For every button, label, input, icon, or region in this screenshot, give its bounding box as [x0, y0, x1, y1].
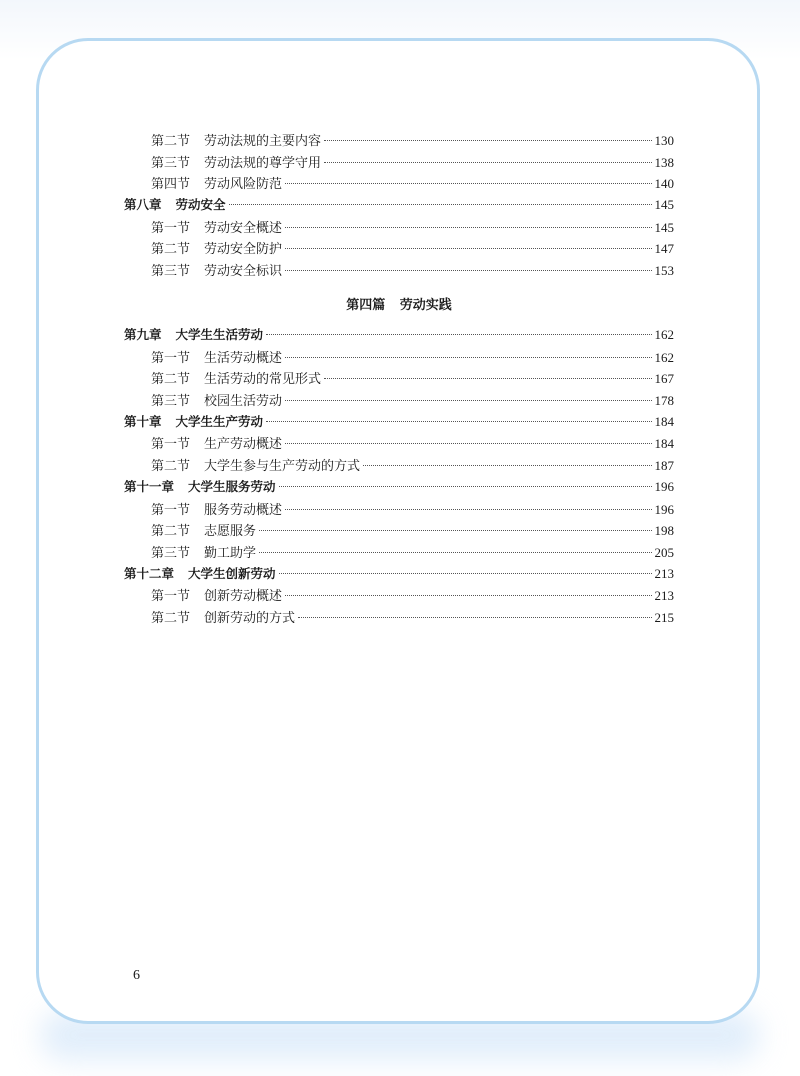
toc-section-row[interactable]: [124, 173, 674, 195]
toc-chapter-row[interactable]: [124, 325, 674, 347]
toc-entry-page: 184: [654, 436, 674, 452]
part-heading: 第四篇 劳动实践: [346, 298, 452, 313]
toc-dot-leader: [266, 421, 651, 422]
toc-entry-page: 145: [654, 197, 674, 213]
toc-entry-title: 服务劳动概述: [204, 502, 283, 518]
toc-chapter-row[interactable]: [124, 195, 674, 217]
toc-dot-leader: [363, 465, 651, 466]
toc-dot-leader: [285, 595, 651, 596]
toc-entry-title: 志愿服务: [204, 524, 257, 540]
toc-entry-page: 178: [654, 393, 674, 409]
toc-entry-number: 第三节: [151, 545, 191, 561]
toc-entry-page: 140: [654, 176, 674, 192]
toc-entry-number: 第四节: [151, 177, 191, 193]
toc-entry-page: 167: [654, 371, 674, 387]
toc-dot-leader: [279, 486, 652, 487]
toc-entry-page: 184: [654, 413, 674, 429]
toc-entry-number: 第十章: [124, 413, 162, 429]
toc-dot-leader: [285, 443, 651, 444]
toc-entry-page: 162: [654, 349, 674, 365]
toc-entry-page: 213: [654, 565, 674, 581]
toc-entry-title: 创新劳动的方式: [204, 610, 296, 626]
toc-entry-number: 第九章: [124, 327, 162, 342]
toc-section-row[interactable]: [124, 130, 674, 152]
toc-dot-leader: [279, 573, 652, 574]
toc-entry-page: 213: [654, 588, 674, 604]
table-of-contents-bottom: [124, 325, 674, 629]
toc-entry-number: 第一节: [151, 350, 191, 366]
toc-section-row[interactable]: [124, 368, 674, 390]
toc-dot-leader: [285, 400, 651, 401]
toc-entry-number: 第一节: [151, 502, 191, 518]
toc-entry-page: 138: [654, 154, 674, 170]
page-number: 6: [133, 968, 140, 983]
toc-entry-page: 162: [654, 327, 674, 342]
toc-entry-page: 147: [654, 241, 674, 257]
toc-entry-title: 校园生活劳动: [204, 394, 283, 410]
table-of-contents-top: [124, 130, 674, 282]
toc-entry-title: 劳动风险防范: [204, 177, 283, 193]
toc-dot-leader: [298, 617, 651, 618]
toc-section-row[interactable]: [124, 390, 674, 412]
toc-dot-leader: [259, 552, 651, 553]
toc-section-row[interactable]: [124, 260, 674, 282]
toc-section-row[interactable]: [124, 542, 674, 564]
toc-entry-page: 198: [654, 523, 674, 539]
toc-chapter-row[interactable]: [124, 564, 674, 586]
toc-entry-page: 215: [654, 609, 674, 625]
toc-entry-number: 第十一章: [124, 478, 175, 494]
toc-section-row[interactable]: [124, 499, 674, 521]
toc-entry-number: 第二节: [151, 524, 191, 540]
toc-chapter-row[interactable]: [124, 412, 674, 434]
toc-entry-number: 第二节: [151, 610, 191, 626]
toc-entry-number: 第一节: [151, 220, 191, 236]
toc-entry-title: 劳动安全: [175, 197, 226, 213]
toc-section-row[interactable]: [124, 347, 674, 369]
toc-section-row[interactable]: [124, 238, 674, 260]
toc-entry-number: 第三节: [151, 155, 191, 171]
toc-entry-page: 196: [654, 501, 674, 517]
toc-entry-title: 大学生生活劳动: [175, 327, 264, 342]
toc-entry-title: 大学生服务劳动: [188, 478, 276, 494]
toc-entry-page: 205: [654, 544, 674, 560]
toc-entry-title: 生活劳动概述: [204, 350, 283, 366]
toc-entry-number: 第二节: [151, 459, 191, 475]
toc-entry-page: 196: [654, 478, 674, 494]
toc-entry-title: 劳动安全标识: [204, 264, 283, 280]
toc-section-row[interactable]: [124, 585, 674, 607]
toc-dot-leader: [266, 334, 651, 335]
toc-section-row[interactable]: [124, 217, 674, 239]
toc-entry-number: 第三节: [151, 264, 191, 280]
toc-entry-title: 劳动安全概述: [204, 220, 283, 236]
toc-entry-number: 第一节: [151, 589, 191, 605]
toc-entry-title: 生活劳动的常见形式: [204, 372, 322, 388]
toc-entry-page: 130: [654, 133, 674, 148]
toc-dot-leader: [285, 509, 651, 510]
toc-entry-title: 劳动法规的尊学守用: [204, 155, 322, 171]
toc-section-row[interactable]: [124, 455, 674, 477]
toc-entry-page: 145: [654, 219, 674, 235]
toc-entry-title: 勤工助学: [204, 545, 257, 561]
toc-entry-number: 第八章: [124, 197, 162, 213]
toc-dot-leader: [285, 183, 651, 184]
toc-entry-title: 大学生参与生产劳动的方式: [204, 459, 361, 475]
toc-entry-page: 153: [654, 263, 674, 279]
toc-section-row[interactable]: [124, 607, 674, 629]
toc-entry-title: 劳动安全防护: [204, 242, 283, 258]
toc-dot-leader: [285, 248, 651, 249]
toc-dot-leader: [324, 162, 651, 163]
toc-entry-number: 第一节: [151, 437, 191, 453]
toc-dot-leader: [259, 530, 651, 531]
toc-entry-number: 第三节: [151, 394, 191, 410]
toc-dot-leader: [324, 378, 651, 379]
toc-section-row[interactable]: [124, 433, 674, 455]
toc-entry-number: 第二节: [151, 134, 191, 149]
toc-chapter-row[interactable]: [124, 477, 674, 499]
toc-entry-number: 第二节: [151, 242, 191, 258]
toc-entry-title: 劳动法规的主要内容: [204, 134, 322, 149]
toc-entry-title: 创新劳动概述: [204, 589, 283, 605]
toc-dot-leader: [229, 204, 652, 205]
toc-entry-title: 大学生生产劳动: [175, 413, 264, 429]
toc-entry-title: 生产劳动概述: [204, 437, 283, 453]
toc-dot-leader: [285, 270, 651, 271]
toc-entry-number: 第二节: [151, 372, 191, 388]
toc-entry-number: 第十二章: [124, 565, 175, 581]
toc-section-row[interactable]: [124, 520, 674, 542]
toc-entry-page: 187: [654, 458, 674, 474]
toc-dot-leader: [285, 227, 651, 228]
toc-dot-leader: [324, 140, 651, 141]
toc-section-row[interactable]: [124, 152, 674, 174]
toc-dot-leader: [285, 357, 651, 358]
toc-entry-title: 大学生创新劳动: [188, 565, 276, 581]
